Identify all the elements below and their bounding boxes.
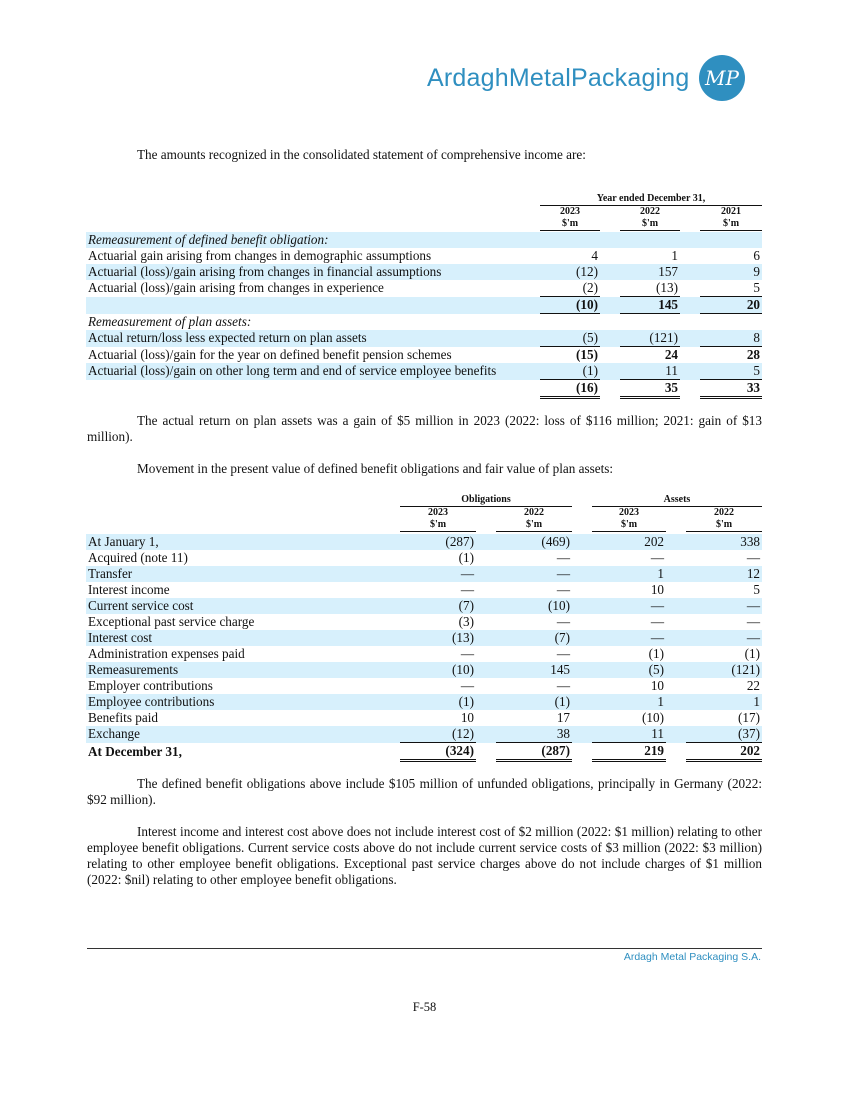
t1-col3-unit: $'m — [722, 218, 740, 229]
t1-col3-year: 2021 — [721, 206, 741, 217]
row-value: 38 — [496, 726, 572, 743]
grand-total: 33 — [700, 380, 762, 398]
total-row — [86, 743, 762, 761]
intro-text: The amounts recognized in the consolidated statement of comprehensive income are: — [137, 147, 586, 162]
row-value: (1) — [496, 694, 572, 710]
table-row: Actual return/loss less expected return on plan assets (5) (121) 8 — [88, 330, 760, 346]
row-value: 338 — [686, 534, 762, 550]
row-value: (287) — [400, 534, 476, 550]
row-value: 145 — [496, 662, 572, 678]
unfunded-obligations-text: The defined benefit obligations above include $105 million of unfunded obligations, principally in Germany (2022: $92 million). — [87, 776, 762, 807]
row-value: 1 — [592, 566, 666, 582]
interest-note-text: Interest income and interest cost above does not include interest cost of $2 million (2022: $1 million) relating to other employee benefit obligations. Current service costs above do not include current service costs of $3 million (2022: $3 million) relating to other employee benefit obligations. Exceptional past service charges above do not include charges of $1 million (2022: $nil) relating to other employee benefit obligations. — [87, 824, 762, 887]
row-value: 202 — [686, 743, 762, 761]
t2-col4-year: 2022 — [714, 507, 734, 518]
table-row — [86, 614, 762, 630]
section-title: Remeasurement of plan assets: — [88, 314, 252, 329]
row-label: Employer contributions — [88, 678, 213, 693]
footer-company: Ardagh Metal Packaging S.A. — [623, 951, 761, 963]
comprehensive-income-table — [86, 232, 762, 399]
row-label: Interest income — [88, 582, 170, 597]
row-value: — — [496, 566, 572, 582]
t2-col2-unit: $'m — [525, 519, 543, 530]
row-label: Current service cost — [86, 598, 400, 614]
row-value: (13) — [400, 630, 476, 646]
row-value: — — [592, 630, 666, 646]
row-value: (7) — [496, 630, 572, 646]
t1-col1-unit: $'m — [561, 218, 579, 229]
table-row: Actuarial gain arising from changes in demographic assumptions 4 1 6 — [88, 248, 760, 263]
row-value: (469) — [496, 534, 572, 550]
row-label: Acquired (note 11) — [88, 550, 188, 565]
row-label: Exchange — [86, 726, 400, 743]
table-row — [86, 646, 762, 662]
row-value: — — [746, 614, 760, 629]
row-value: — — [556, 582, 570, 597]
subtotal: 20 — [700, 297, 762, 314]
subtotal: (10) — [540, 297, 600, 314]
page-number: F-58 — [412, 1000, 437, 1014]
row-value: — — [556, 550, 570, 565]
row-value: (287) — [496, 743, 572, 761]
row-value: 11 — [592, 726, 666, 743]
table-row: Actuarial (loss)/gain arising from changes in financial assumptions (12) 157 9 — [88, 264, 760, 279]
obligations-assets-table — [86, 534, 762, 762]
table-row — [86, 232, 762, 248]
svg-text:MP: MP — [704, 66, 739, 90]
section-title: Remeasurement of defined benefit obligation: — [86, 232, 762, 248]
grand-total: 35 — [620, 380, 680, 398]
row-value: — — [746, 550, 760, 565]
row-value: (12) — [400, 726, 476, 743]
table-row — [86, 678, 762, 694]
row-label: Benefits paid — [88, 710, 158, 725]
grand-total: (16) — [540, 380, 600, 398]
row-label: Administration expenses paid — [88, 646, 245, 661]
table-row — [86, 550, 762, 566]
footer-divider — [87, 948, 762, 949]
row-value: — — [460, 678, 474, 693]
row-value: 22 — [746, 678, 760, 693]
table-row — [86, 380, 762, 398]
row-label: Interest cost — [86, 630, 400, 646]
row-value: (1) — [648, 646, 664, 661]
row-value: — — [592, 598, 666, 614]
row-value: — — [460, 582, 474, 597]
table-row — [86, 710, 762, 726]
row-value: 1 — [592, 694, 666, 710]
row-value: (37) — [686, 726, 762, 743]
t2-col3-year: 2023 — [619, 507, 639, 518]
table-row — [86, 582, 762, 598]
table-row — [86, 726, 762, 743]
row-label: Remeasurements — [86, 662, 400, 678]
t1-col2-year: 2022 — [640, 206, 660, 217]
table-row — [86, 630, 762, 646]
row-value: — — [686, 598, 762, 614]
row-value: — — [400, 566, 476, 582]
row-value: — — [650, 614, 664, 629]
t2-col3-unit: $'m — [620, 519, 638, 530]
table-row — [86, 694, 762, 710]
row-label: At January 1, — [86, 534, 400, 550]
table-row — [86, 314, 762, 331]
subtotal: 145 — [620, 297, 680, 314]
company-logo — [427, 52, 748, 104]
row-value: 219 — [592, 743, 666, 761]
table-row — [86, 598, 762, 614]
row-value: 202 — [592, 534, 666, 550]
table-row: Actuarial (loss)/gain arising from changes in experience (2) (13) 5 — [88, 280, 760, 296]
row-label: Exceptional past service charge — [88, 614, 255, 629]
row-value: (17) — [738, 710, 760, 725]
movement-intro-text: Movement in the present value of defined benefit obligations and fair value of plan assets: — [137, 461, 614, 476]
row-value: — — [460, 646, 474, 661]
row-value: 10 — [650, 582, 664, 597]
row-value: (1) — [744, 646, 760, 661]
table-row — [86, 534, 762, 550]
logo-wordmark: ArdaghMetalPackaging — [427, 63, 690, 92]
logo-mark-icon — [696, 52, 748, 104]
row-label: Transfer — [86, 566, 400, 582]
row-value: (121) — [686, 662, 762, 678]
table-row — [86, 566, 762, 582]
row-value: (10) — [400, 662, 476, 678]
t2-col1-unit: $'m — [429, 519, 447, 530]
t2-obligations-header: Obligations — [461, 494, 511, 505]
row-label: At December 31, — [88, 743, 182, 759]
row-value: 17 — [556, 710, 570, 725]
row-value: (7) — [400, 598, 476, 614]
table-row: Actuarial (loss)/gain on other long term and end of service employee benefits (1) 11 5 — [88, 363, 760, 379]
t1-period-header: Year ended December 31, — [596, 193, 706, 204]
t2-col2-year: 2022 — [524, 507, 544, 518]
row-value: 12 — [686, 566, 762, 582]
row-value: (10) — [496, 598, 572, 614]
t1-col2-unit: $'m — [641, 218, 659, 229]
row-value: 5 — [753, 582, 760, 597]
row-value: — — [686, 630, 762, 646]
t2-assets-header: Assets — [663, 494, 691, 505]
row-value: (3) — [458, 614, 474, 629]
actual-return-text: The actual return on plan assets was a gain of $5 million in 2023 (2022: loss of $116 million; 2021: gain of $13 million). — [87, 413, 762, 444]
row-value: — — [650, 550, 664, 565]
row-value: (1) — [458, 550, 474, 565]
t2-col4-unit: $'m — [715, 519, 733, 530]
row-value: (10) — [642, 710, 664, 725]
row-value: 10 — [460, 710, 474, 725]
table-row: Actuarial (loss)/gain for the year on defined benefit pension schemes (15) 24 28 — [88, 346, 760, 362]
row-value: — — [556, 614, 570, 629]
row-label: Employee contributions — [86, 694, 400, 710]
row-value: — — [556, 678, 570, 693]
row-value: (5) — [592, 662, 666, 678]
table-row — [86, 297, 762, 314]
t1-col1-year: 2023 — [560, 206, 580, 217]
table-row — [86, 662, 762, 678]
t2-col1-year: 2023 — [428, 507, 448, 518]
row-value: (324) — [400, 743, 476, 761]
row-value: 10 — [650, 678, 664, 693]
row-value: 1 — [686, 694, 762, 710]
row-value: (1) — [400, 694, 476, 710]
row-value: — — [556, 646, 570, 661]
